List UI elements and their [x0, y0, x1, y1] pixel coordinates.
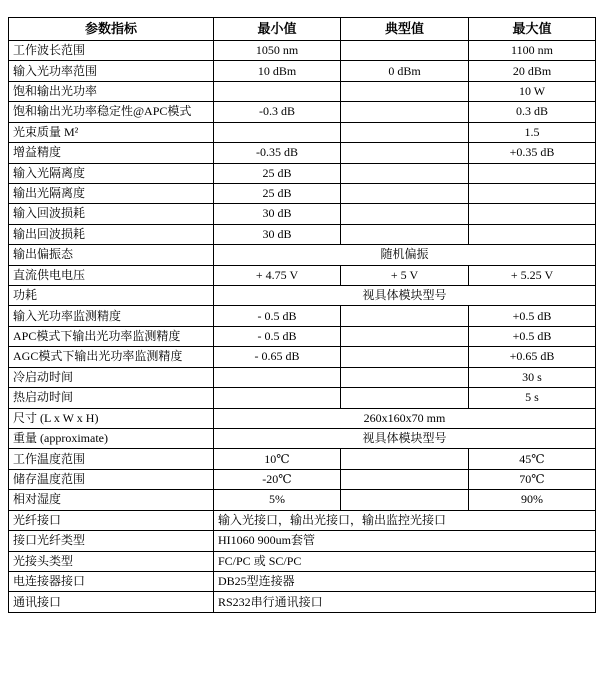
param-cell: 通讯接口 [9, 592, 214, 613]
table-row [9, 204, 596, 224]
table-row [9, 347, 596, 367]
param-cell: 增益精度 [9, 143, 214, 163]
value-cell: +0.5 dB [469, 306, 596, 326]
value-cell [214, 122, 341, 142]
value-cell: - 0.5 dB [214, 306, 341, 326]
param-cell: 尺寸 (L x W x H) [9, 408, 214, 428]
value-cell: +0.35 dB [469, 143, 596, 163]
value-cell [469, 183, 596, 203]
value-cell: 5 s [469, 388, 596, 408]
table-row [9, 388, 596, 408]
value-cell: DB25型连接器 [214, 571, 596, 591]
value-cell [341, 326, 469, 346]
value-cell: 随机偏振 [214, 245, 596, 265]
value-cell: RS232串行通讯接口 [214, 592, 596, 613]
param-cell: 电连接器接口 [9, 571, 214, 591]
value-cell [341, 204, 469, 224]
value-cell [341, 183, 469, 203]
param-cell: 重量 (approximate) [9, 429, 214, 449]
param-cell: 工作温度范围 [9, 449, 214, 469]
value-cell: 25 dB [214, 183, 341, 203]
value-cell: 视具体模块型号 [214, 429, 596, 449]
value-cell [341, 388, 469, 408]
value-cell [469, 204, 596, 224]
value-cell [341, 102, 469, 122]
value-cell: 90% [469, 490, 596, 510]
param-cell: APC模式下输出光功率监测精度 [9, 326, 214, 346]
value-cell: 1100 nm [469, 41, 596, 61]
table-row [9, 61, 596, 81]
value-cell [341, 163, 469, 183]
table-row [9, 429, 596, 449]
value-cell: -0.35 dB [214, 143, 341, 163]
value-cell: 输入光接口，输出光接口，输出监控光接口 [214, 510, 596, 530]
value-cell: 5% [214, 490, 341, 510]
value-cell [341, 449, 469, 469]
value-cell [341, 143, 469, 163]
table-row [9, 245, 596, 265]
value-cell: - 0.65 dB [214, 347, 341, 367]
table-row [9, 143, 596, 163]
param-cell: 输入回波损耗 [9, 204, 214, 224]
header-cell-parameter: 参数指标 [9, 18, 214, 41]
param-cell: 热启动时间 [9, 388, 214, 408]
value-cell: + 5 V [341, 265, 469, 285]
value-cell [469, 163, 596, 183]
value-cell: 45℃ [469, 449, 596, 469]
param-cell: AGC模式下输出光功率监测精度 [9, 347, 214, 367]
table-row [9, 265, 596, 285]
value-cell: 30 dB [214, 204, 341, 224]
value-cell [341, 306, 469, 326]
value-cell: +0.65 dB [469, 347, 596, 367]
value-cell [341, 41, 469, 61]
value-cell: 10 dBm [214, 61, 341, 81]
param-cell: 冷启动时间 [9, 367, 214, 387]
param-cell: 饱和输出光功率稳定性@APC模式 [9, 102, 214, 122]
value-cell: 1.5 [469, 122, 596, 142]
value-cell: + 4.75 V [214, 265, 341, 285]
table-row [9, 163, 596, 183]
value-cell [341, 122, 469, 142]
param-cell: 输入光功率范围 [9, 61, 214, 81]
table-row [9, 469, 596, 489]
table-row [9, 286, 596, 306]
param-cell: 光纤接口 [9, 510, 214, 530]
value-cell: -0.3 dB [214, 102, 341, 122]
param-cell: 功耗 [9, 286, 214, 306]
param-cell: 工作波长范围 [9, 41, 214, 61]
table-body [9, 41, 596, 613]
value-cell [341, 347, 469, 367]
header-cell-typical: 典型值 [341, 18, 469, 41]
value-cell [214, 388, 341, 408]
param-cell: 输出回波损耗 [9, 224, 214, 244]
value-cell: 1050 nm [214, 41, 341, 61]
value-cell [341, 81, 469, 101]
param-cell: 光接头类型 [9, 551, 214, 571]
value-cell: - 0.5 dB [214, 326, 341, 346]
value-cell: -20℃ [214, 469, 341, 489]
value-cell: HI1060 900um套管 [214, 531, 596, 551]
table-row [9, 531, 596, 551]
value-cell: 0 dBm [341, 61, 469, 81]
table-row [9, 183, 596, 203]
value-cell: +0.5 dB [469, 326, 596, 346]
value-cell: FC/PC 或 SC/PC [214, 551, 596, 571]
value-cell: 30 dB [214, 224, 341, 244]
param-cell: 接口光纤类型 [9, 531, 214, 551]
table-row [9, 122, 596, 142]
param-cell: 储存温度范围 [9, 469, 214, 489]
table-row [9, 224, 596, 244]
value-cell: 0.3 dB [469, 102, 596, 122]
table-header [9, 18, 596, 41]
table-row [9, 551, 596, 571]
value-cell [341, 367, 469, 387]
table-row [9, 81, 596, 101]
header-row [9, 18, 596, 41]
value-cell: 70℃ [469, 469, 596, 489]
value-cell: 10℃ [214, 449, 341, 469]
value-cell: 10 W [469, 81, 596, 101]
value-cell [469, 224, 596, 244]
param-cell: 饱和输出光功率 [9, 81, 214, 101]
param-cell: 直流供电电压 [9, 265, 214, 285]
value-cell [214, 81, 341, 101]
value-cell [341, 224, 469, 244]
table-row [9, 306, 596, 326]
param-cell: 输入光隔离度 [9, 163, 214, 183]
param-cell: 输入光功率监测精度 [9, 306, 214, 326]
value-cell [214, 367, 341, 387]
param-cell: 输出偏振态 [9, 245, 214, 265]
spec-table [8, 17, 596, 613]
table-row [9, 571, 596, 591]
table-row [9, 408, 596, 428]
table-row [9, 490, 596, 510]
table-row [9, 367, 596, 387]
value-cell: + 5.25 V [469, 265, 596, 285]
value-cell: 20 dBm [469, 61, 596, 81]
header-cell-max: 最大值 [469, 18, 596, 41]
value-cell: 25 dB [214, 163, 341, 183]
param-cell: 相对湿度 [9, 490, 214, 510]
table-row [9, 449, 596, 469]
value-cell [341, 469, 469, 489]
table-row [9, 592, 596, 613]
value-cell: 视具体模块型号 [214, 286, 596, 306]
table-row [9, 41, 596, 61]
table-row [9, 102, 596, 122]
value-cell [341, 490, 469, 510]
table-row [9, 510, 596, 530]
header-cell-min: 最小值 [214, 18, 341, 41]
table-row [9, 326, 596, 346]
value-cell: 260x160x70 mm [214, 408, 596, 428]
param-cell: 光束质量 M² [9, 122, 214, 142]
value-cell: 30 s [469, 367, 596, 387]
param-cell: 输出光隔离度 [9, 183, 214, 203]
